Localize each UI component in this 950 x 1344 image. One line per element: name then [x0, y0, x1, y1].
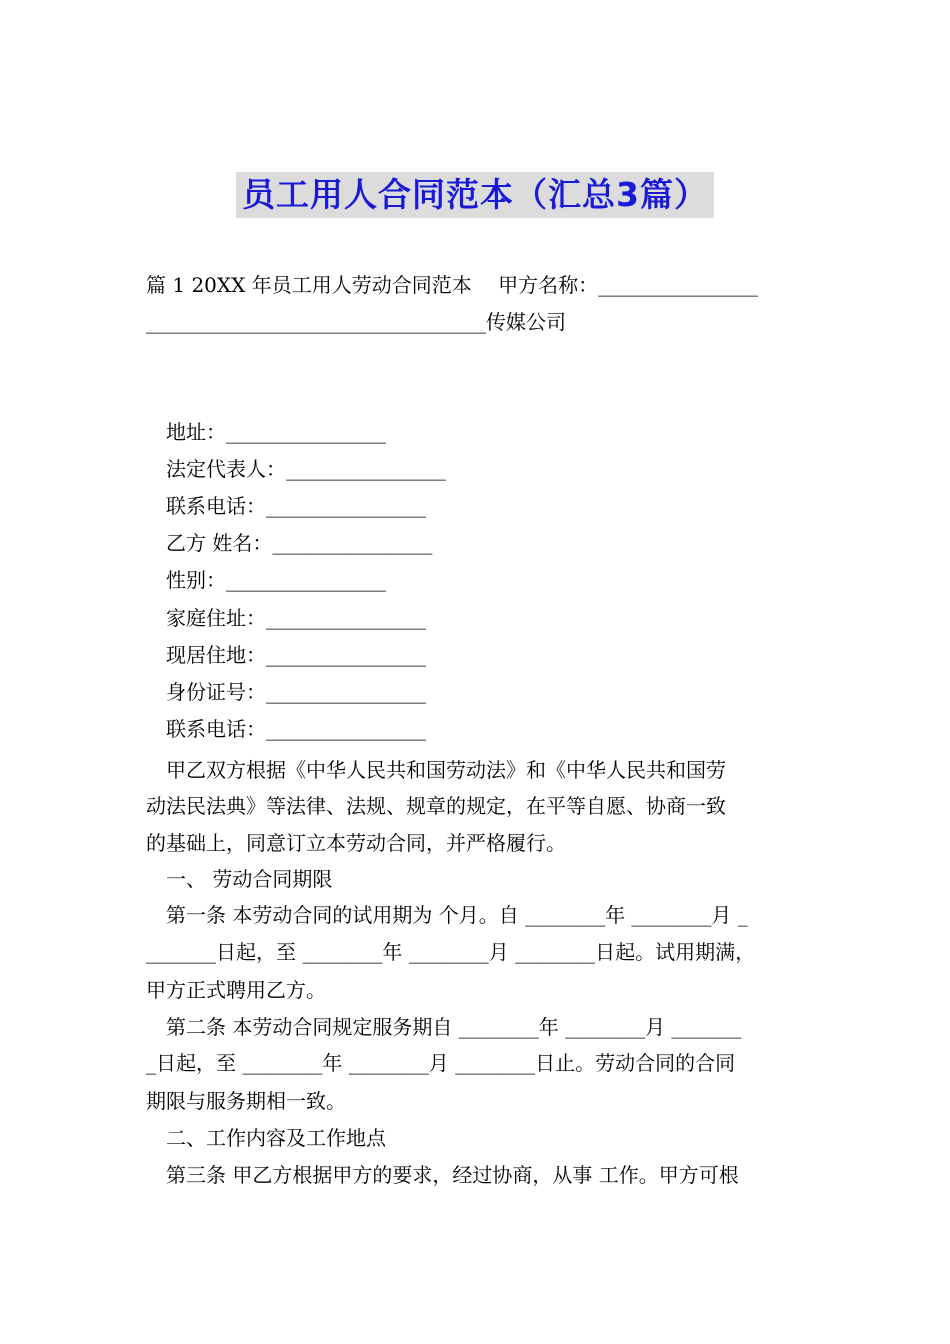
text-line: 第二条 本劳动合同规定服务期自 ________年 ________月 _______	[166, 1015, 742, 1039]
title-container	[0, 172, 950, 218]
text-line: 身份证号：________________	[166, 680, 426, 704]
text-line: 第一条 本劳动合同的试用期为 个月。自 ________年 ________月 _	[166, 903, 748, 927]
text-line: 甲方正式聘用乙方。	[146, 978, 326, 1002]
text-line: 乙方 姓名：________________	[166, 531, 433, 555]
text-line: _日起，至 ________年 ________月 ________日止。劳动合同的合同	[146, 1051, 736, 1075]
text-line: 第三条 甲乙方根据甲方的要求，经过协商，从事 工作。甲方可根	[166, 1163, 739, 1187]
text-line: 的基础上，同意订立本劳动合同，并严格履行。	[146, 831, 566, 855]
text-line: 期限与服务期相一致。	[146, 1089, 346, 1113]
text-line: 现居住地：________________	[166, 643, 426, 667]
text-line: 甲乙双方根据《中华人民共和国劳动法》和《中华人民共和国劳	[166, 758, 726, 782]
document-title: 员工用人合同范本（汇总3篇）	[236, 172, 714, 218]
text-line: 篇 1 20XX 年员工用人劳动合同范本 甲方名称：________________	[146, 273, 759, 297]
text-line: __________________________________传媒公司	[146, 310, 566, 334]
text-line: 家庭住址：________________	[166, 606, 426, 630]
text-line: 动法民法典》等法律、法规、规章的规定，在平等自愿、协商一致	[146, 794, 726, 818]
text-line: 法定代表人：________________	[166, 457, 446, 481]
text-line: 一、 劳动合同期限	[166, 867, 333, 891]
text-line: 联系电话：________________	[166, 717, 426, 741]
text-line: 二、工作内容及工作地点	[166, 1126, 386, 1150]
text-line: 地址：________________	[166, 420, 386, 444]
text-line: 联系电话：________________	[166, 494, 426, 518]
text-line: 性别：________________	[166, 568, 386, 592]
text-line: _______日起，至 ________年 ________月 ________日起。试用期满，	[146, 940, 756, 964]
